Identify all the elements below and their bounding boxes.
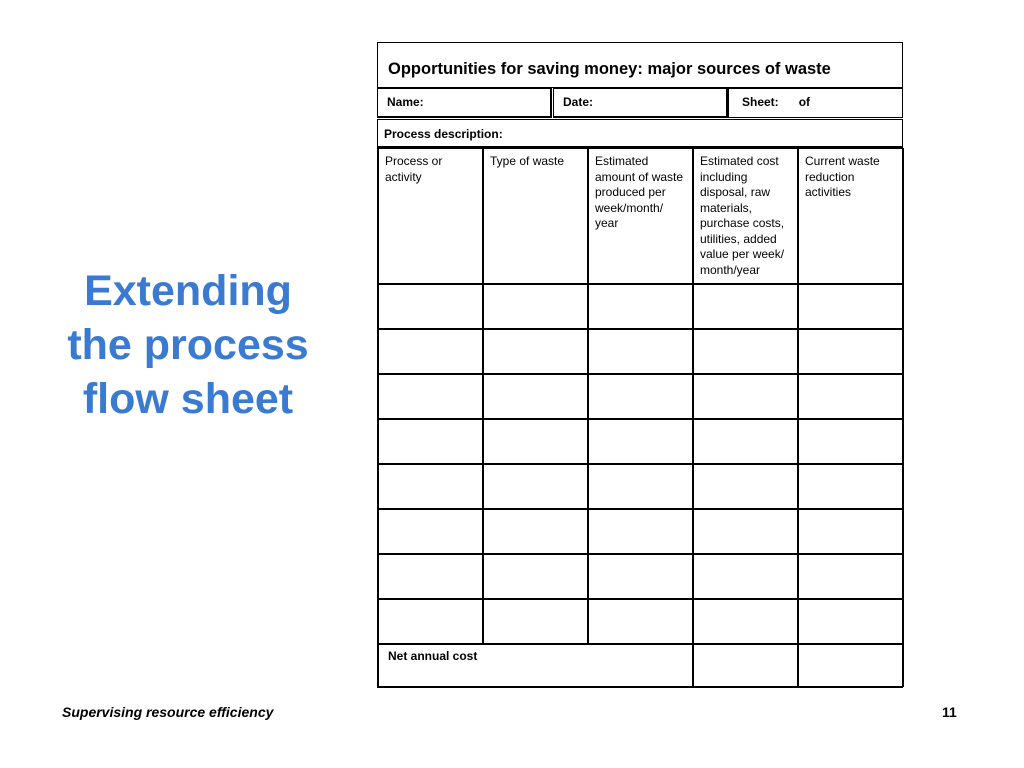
table-cell[interactable] xyxy=(483,599,588,644)
form-title: Opportunities for saving money: major sources of waste xyxy=(377,42,903,88)
process-description-label: Process description: xyxy=(384,127,503,141)
waste-table xyxy=(377,147,903,688)
table-cell[interactable] xyxy=(693,599,798,644)
table-cell[interactable] xyxy=(588,329,693,374)
table-cell[interactable] xyxy=(483,464,588,509)
table-cell[interactable] xyxy=(483,554,588,599)
table-cell[interactable] xyxy=(798,419,904,464)
table-cell[interactable] xyxy=(483,419,588,464)
table-cell[interactable] xyxy=(378,464,483,509)
table-cell[interactable] xyxy=(693,374,798,419)
table-cell[interactable] xyxy=(378,509,483,554)
table-cell[interactable] xyxy=(798,329,904,374)
table-cell[interactable] xyxy=(693,464,798,509)
table-cell[interactable] xyxy=(378,329,483,374)
date-label: Date: xyxy=(563,95,594,109)
name-field[interactable] xyxy=(377,88,552,118)
column-header: Type of waste xyxy=(483,148,588,284)
slide-title: Extending the process flow sheet xyxy=(67,267,309,423)
date-field[interactable] xyxy=(553,88,728,118)
table-cell[interactable] xyxy=(588,374,693,419)
table-cell[interactable] xyxy=(798,464,904,509)
table-cell[interactable] xyxy=(483,329,588,374)
net-annual-cost-cell[interactable] xyxy=(798,644,904,687)
column-header: Estimated cost including disposal, raw materials, purchase costs, utilities, added value per week/ month/year xyxy=(693,148,798,284)
table-cell[interactable] xyxy=(378,374,483,419)
sheet-label: Sheet: xyxy=(742,95,779,109)
table-cell[interactable] xyxy=(798,284,904,329)
table-cell[interactable] xyxy=(693,419,798,464)
table-cell[interactable] xyxy=(483,374,588,419)
table-cell[interactable] xyxy=(588,554,693,599)
page-number: 11 xyxy=(942,704,957,720)
table-cell[interactable] xyxy=(798,554,904,599)
table-cell[interactable] xyxy=(798,599,904,644)
process-description-field[interactable] xyxy=(377,119,903,147)
column-header: Estimated amount of waste produced per week/month/ year xyxy=(588,148,693,284)
sheet-of-label: of xyxy=(798,95,811,109)
table-cell[interactable] xyxy=(693,554,798,599)
table-cell[interactable] xyxy=(588,419,693,464)
table-cell[interactable] xyxy=(378,419,483,464)
footer-text: Supervising resource efficiency xyxy=(62,704,274,720)
table-cell[interactable] xyxy=(378,284,483,329)
table-cell[interactable] xyxy=(798,374,904,419)
table-cell[interactable] xyxy=(588,599,693,644)
table-cell[interactable] xyxy=(798,509,904,554)
table-cell[interactable] xyxy=(588,284,693,329)
table-cell[interactable] xyxy=(483,284,588,329)
table-cell[interactable] xyxy=(378,554,483,599)
column-header: Current waste reduction activities xyxy=(798,148,904,284)
table-cell[interactable] xyxy=(693,509,798,554)
sheet-field[interactable] xyxy=(728,88,903,118)
table-cell[interactable] xyxy=(483,509,588,554)
table-cell[interactable] xyxy=(378,599,483,644)
column-header: Process or activity xyxy=(378,148,483,284)
table-cell[interactable] xyxy=(588,464,693,509)
net-annual-cost-cell[interactable] xyxy=(693,644,798,687)
net-annual-cost-label: Net annual cost xyxy=(378,644,693,687)
table-cell[interactable] xyxy=(588,509,693,554)
table-cell[interactable] xyxy=(693,329,798,374)
name-label: Name: xyxy=(387,95,424,109)
table-cell[interactable] xyxy=(693,284,798,329)
